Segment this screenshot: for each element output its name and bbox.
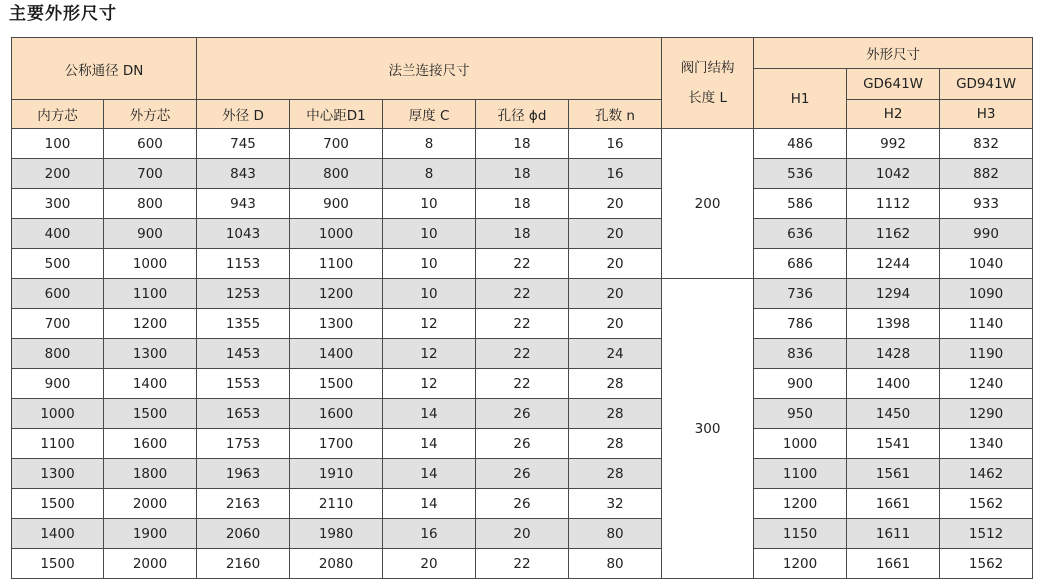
cell-h1: 836: [754, 339, 847, 369]
cell-hole-count: 20: [569, 249, 662, 279]
cell-h3: 1340: [940, 429, 1033, 459]
cell-outer-diameter: 2163: [197, 489, 290, 519]
table-row: [12, 399, 1033, 429]
cell-inner-square: 1500: [12, 489, 104, 519]
cell-h3: 1240: [940, 369, 1033, 399]
cell-h1: 950: [754, 399, 847, 429]
cell-center-distance: 1500: [290, 369, 383, 399]
header-inner-square: 内方芯: [12, 100, 104, 129]
cell-h1: 1100: [754, 459, 847, 489]
cell-h3: 882: [940, 159, 1033, 189]
cell-thickness: 8: [383, 129, 476, 159]
cell-h1: 586: [754, 189, 847, 219]
table-row: [12, 189, 1033, 219]
table-row: [12, 249, 1033, 279]
cell-inner-square: 900: [12, 369, 104, 399]
cell-hole-diameter: 26: [476, 399, 569, 429]
cell-thickness: 12: [383, 309, 476, 339]
cell-outer-diameter: 1153: [197, 249, 290, 279]
cell-hole-diameter: 18: [476, 129, 569, 159]
header-h2: H2: [847, 100, 940, 129]
header-outer-square: 外方芯: [104, 100, 197, 129]
cell-outer-square: 1100: [104, 279, 197, 309]
cell-hole-count: 28: [569, 369, 662, 399]
cell-hole-diameter: 22: [476, 309, 569, 339]
cell-h2: 1611: [847, 519, 940, 549]
cell-outer-square: 600: [104, 129, 197, 159]
cell-hole-count: 28: [569, 459, 662, 489]
cell-hole-diameter: 22: [476, 549, 569, 579]
cell-outer-diameter: 1653: [197, 399, 290, 429]
cell-center-distance: 1300: [290, 309, 383, 339]
cell-thickness: 14: [383, 489, 476, 519]
cell-h3: 1562: [940, 489, 1033, 519]
cell-h2: 1450: [847, 399, 940, 429]
cell-inner-square: 100: [12, 129, 104, 159]
cell-thickness: 14: [383, 459, 476, 489]
cell-h2: 1661: [847, 489, 940, 519]
cell-h1: 536: [754, 159, 847, 189]
cell-center-distance: 1980: [290, 519, 383, 549]
cell-center-distance: 700: [290, 129, 383, 159]
cell-hole-count: 20: [569, 219, 662, 249]
cell-inner-square: 500: [12, 249, 104, 279]
cell-h2: 1398: [847, 309, 940, 339]
cell-outer-diameter: 1355: [197, 309, 290, 339]
cell-h2: 1661: [847, 549, 940, 579]
cell-outer-diameter: 843: [197, 159, 290, 189]
cell-thickness: 20: [383, 549, 476, 579]
cell-center-distance: 1000: [290, 219, 383, 249]
header-center-distance: 中心距D1: [290, 100, 383, 129]
cell-h1: 636: [754, 219, 847, 249]
dimension-table: [11, 37, 1033, 579]
table-row: [12, 309, 1033, 339]
header-flange-dimensions: 法兰连接尺寸: [197, 38, 662, 100]
table-row: [12, 219, 1033, 249]
cell-inner-square: 1100: [12, 429, 104, 459]
cell-thickness: 10: [383, 189, 476, 219]
cell-outer-square: 2000: [104, 489, 197, 519]
table-row: [12, 489, 1033, 519]
header-gd641w: GD641W: [847, 69, 940, 100]
cell-h3: 832: [940, 129, 1033, 159]
cell-h2: 1112: [847, 189, 940, 219]
cell-outer-diameter: 1253: [197, 279, 290, 309]
cell-center-distance: 2080: [290, 549, 383, 579]
cell-outer-square: 1200: [104, 309, 197, 339]
cell-h2: 1042: [847, 159, 940, 189]
header-h1: H1: [754, 69, 847, 129]
table-row: [12, 369, 1033, 399]
table-row: [12, 339, 1033, 369]
cell-thickness: 12: [383, 339, 476, 369]
cell-center-distance: 800: [290, 159, 383, 189]
cell-inner-square: 1500: [12, 549, 104, 579]
cell-hole-count: 28: [569, 399, 662, 429]
cell-h1: 900: [754, 369, 847, 399]
header-gd941w: GD941W: [940, 69, 1033, 100]
cell-outer-diameter: 2060: [197, 519, 290, 549]
cell-hole-count: 28: [569, 429, 662, 459]
cell-hole-diameter: 22: [476, 249, 569, 279]
cell-outer-diameter: 1453: [197, 339, 290, 369]
cell-h3: 1140: [940, 309, 1033, 339]
cell-h1: 486: [754, 129, 847, 159]
table-row: [12, 549, 1033, 579]
cell-inner-square: 1400: [12, 519, 104, 549]
cell-hole-diameter: 20: [476, 519, 569, 549]
cell-inner-square: 400: [12, 219, 104, 249]
cell-h3: 1562: [940, 549, 1033, 579]
cell-thickness: 16: [383, 519, 476, 549]
cell-hole-diameter: 18: [476, 189, 569, 219]
cell-thickness: 8: [383, 159, 476, 189]
table-row: [12, 519, 1033, 549]
table-row: [12, 279, 1033, 309]
header-h3: H3: [940, 100, 1033, 129]
cell-inner-square: 1300: [12, 459, 104, 489]
cell-valve-length: 200: [662, 129, 754, 279]
cell-outer-square: 700: [104, 159, 197, 189]
cell-hole-diameter: 26: [476, 489, 569, 519]
cell-outer-square: 1900: [104, 519, 197, 549]
cell-outer-square: 1300: [104, 339, 197, 369]
cell-hole-diameter: 26: [476, 459, 569, 489]
cell-thickness: 10: [383, 219, 476, 249]
cell-hole-count: 20: [569, 279, 662, 309]
cell-h2: 1162: [847, 219, 940, 249]
cell-h1: 736: [754, 279, 847, 309]
cell-hole-count: 80: [569, 519, 662, 549]
cell-center-distance: 1200: [290, 279, 383, 309]
cell-outer-square: 900: [104, 219, 197, 249]
cell-h2: 1561: [847, 459, 940, 489]
header-outer-diameter: 外径 D: [197, 100, 290, 129]
header-hole-count: 孔数 n: [569, 100, 662, 129]
table-row: [12, 129, 1033, 159]
cell-inner-square: 1000: [12, 399, 104, 429]
cell-h1: 1200: [754, 489, 847, 519]
cell-hole-diameter: 18: [476, 159, 569, 189]
cell-center-distance: 1910: [290, 459, 383, 489]
cell-center-distance: 1700: [290, 429, 383, 459]
cell-center-distance: 1400: [290, 339, 383, 369]
cell-inner-square: 700: [12, 309, 104, 339]
cell-hole-diameter: 22: [476, 279, 569, 309]
cell-thickness: 10: [383, 249, 476, 279]
cell-thickness: 10: [383, 279, 476, 309]
cell-valve-length: 300: [662, 279, 754, 579]
header-valve-length-line1: 阀门结构: [680, 60, 735, 76]
cell-inner-square: 200: [12, 159, 104, 189]
cell-outer-square: 1600: [104, 429, 197, 459]
header-thickness: 厚度 C: [383, 100, 476, 129]
cell-h3: 1190: [940, 339, 1033, 369]
cell-outer-diameter: 1753: [197, 429, 290, 459]
cell-outer-diameter: 2160: [197, 549, 290, 579]
table-row: [12, 159, 1033, 189]
cell-h2: 1400: [847, 369, 940, 399]
cell-h3: 1090: [940, 279, 1033, 309]
cell-center-distance: 2110: [290, 489, 383, 519]
cell-outer-diameter: 943: [197, 189, 290, 219]
cell-inner-square: 600: [12, 279, 104, 309]
table-row: [12, 459, 1033, 489]
cell-h1: 686: [754, 249, 847, 279]
cell-h1: 786: [754, 309, 847, 339]
cell-h3: 990: [940, 219, 1033, 249]
cell-thickness: 12: [383, 369, 476, 399]
cell-h3: 933: [940, 189, 1033, 219]
cell-hole-count: 24: [569, 339, 662, 369]
cell-outer-square: 1800: [104, 459, 197, 489]
cell-thickness: 14: [383, 429, 476, 459]
cell-h3: 1462: [940, 459, 1033, 489]
cell-outer-diameter: 1963: [197, 459, 290, 489]
cell-h1: 1150: [754, 519, 847, 549]
cell-center-distance: 1100: [290, 249, 383, 279]
cell-center-distance: 1600: [290, 399, 383, 429]
cell-h2: 992: [847, 129, 940, 159]
header-outer-dimensions: 外形尺寸: [754, 38, 1033, 69]
cell-outer-square: 800: [104, 189, 197, 219]
cell-outer-square: 2000: [104, 549, 197, 579]
cell-h2: 1294: [847, 279, 940, 309]
cell-outer-square: 1400: [104, 369, 197, 399]
header-valve-length: [662, 38, 754, 129]
cell-hole-count: 16: [569, 159, 662, 189]
cell-center-distance: 900: [290, 189, 383, 219]
header-nominal-dn: 公称通径 DN: [12, 38, 197, 100]
header-valve-length-line2: 长度 L: [688, 90, 727, 106]
cell-h3: 1290: [940, 399, 1033, 429]
cell-h1: 1000: [754, 429, 847, 459]
cell-hole-count: 20: [569, 309, 662, 339]
cell-hole-count: 16: [569, 129, 662, 159]
cell-hole-count: 20: [569, 189, 662, 219]
cell-thickness: 14: [383, 399, 476, 429]
cell-h3: 1040: [940, 249, 1033, 279]
cell-hole-diameter: 18: [476, 219, 569, 249]
cell-outer-diameter: 1043: [197, 219, 290, 249]
cell-h2: 1244: [847, 249, 940, 279]
cell-inner-square: 800: [12, 339, 104, 369]
header-hole-diameter: 孔径 ϕd: [476, 100, 569, 129]
page-title: 主要外形尺寸: [9, 4, 117, 24]
cell-hole-count: 80: [569, 549, 662, 579]
cell-h3: 1512: [940, 519, 1033, 549]
cell-hole-diameter: 26: [476, 429, 569, 459]
cell-outer-square: 1000: [104, 249, 197, 279]
cell-outer-square: 1500: [104, 399, 197, 429]
cell-h1: 1200: [754, 549, 847, 579]
cell-hole-count: 32: [569, 489, 662, 519]
cell-outer-diameter: 745: [197, 129, 290, 159]
table-row: [12, 429, 1033, 459]
cell-hole-diameter: 22: [476, 369, 569, 399]
cell-outer-diameter: 1553: [197, 369, 290, 399]
cell-hole-diameter: 22: [476, 339, 569, 369]
cell-h2: 1428: [847, 339, 940, 369]
cell-h2: 1541: [847, 429, 940, 459]
cell-inner-square: 300: [12, 189, 104, 219]
